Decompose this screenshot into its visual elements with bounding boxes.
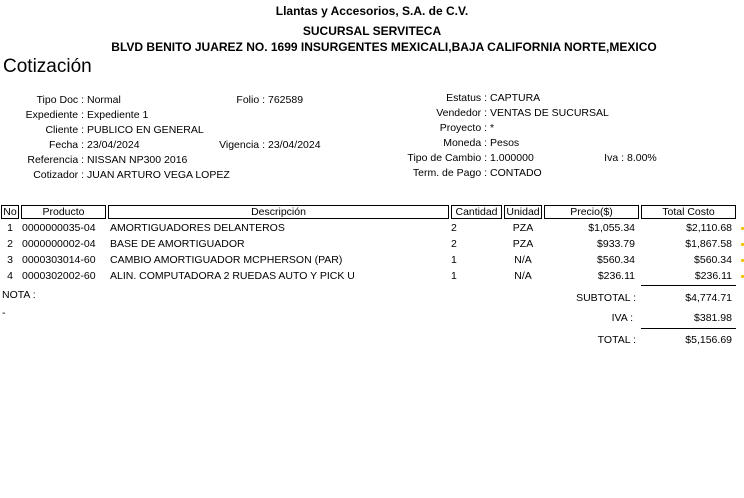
term-pago-value: CONTADO bbox=[490, 167, 542, 179]
cliente-label: Cliente : bbox=[45, 124, 84, 136]
row-precio: $1,055.34 bbox=[588, 222, 635, 234]
fecha-label: Fecha : bbox=[48, 139, 84, 151]
row-producto: 0000000035-04 bbox=[22, 222, 96, 234]
cotizador-label: Cotizador : bbox=[33, 169, 84, 181]
row-producto: 0000302002-60 bbox=[22, 270, 96, 282]
estatus-label: Estatus : bbox=[446, 92, 487, 104]
vigencia-value: 23/04/2024 bbox=[268, 139, 321, 151]
vendedor-label: Vendedor : bbox=[436, 107, 487, 119]
folio-value: 762589 bbox=[268, 94, 304, 106]
nota-value: - bbox=[2, 307, 6, 319]
vigencia-label: Vigencia : bbox=[219, 139, 265, 151]
tipo-cambio-value: 1.000000 bbox=[490, 152, 534, 164]
iva-total-value: $381.98 bbox=[694, 312, 732, 324]
row-cantidad: 2 bbox=[451, 222, 457, 234]
col-header-descripcion: Descripción bbox=[108, 205, 449, 219]
cliente-value: PUBLICO EN GENERAL bbox=[87, 124, 204, 136]
tipo-doc-value: Normal bbox=[87, 94, 121, 106]
iva-rate-value: 8.00% bbox=[627, 152, 657, 164]
company-name: Llantas y Accesorios, S.A. de C.V. bbox=[275, 4, 469, 18]
row-no: 2 bbox=[7, 238, 13, 250]
branch-name: SUCURSAL SERVITECA bbox=[302, 24, 442, 38]
row-precio: $236.11 bbox=[597, 270, 635, 282]
col-header-total: Total Costo bbox=[641, 205, 736, 219]
row-total: $1,867.58 bbox=[685, 238, 732, 250]
col-header-cantidad: Cantidad bbox=[451, 205, 502, 219]
total-label: TOTAL : bbox=[597, 334, 636, 346]
proyecto-value: * bbox=[490, 122, 495, 134]
row-producto: 0000000002-04 bbox=[22, 238, 96, 250]
branch-address: BLVD BENITO JUAREZ NO. 1699 INSURGENTES MEXICALI,BAJA CALIFORNIA NORTE,MEXICO bbox=[111, 40, 657, 54]
vendedor-value: VENTAS DE SUCURSAL bbox=[490, 107, 609, 119]
iva-total-label: IVA : bbox=[611, 312, 633, 324]
iva-rate-label: Iva : bbox=[604, 152, 624, 164]
col-header-precio: Precio($) bbox=[544, 205, 639, 219]
expediente-label: Expediente : bbox=[25, 109, 84, 121]
row-unidad: N/A bbox=[514, 254, 532, 266]
moneda-value: Pesos bbox=[490, 137, 520, 149]
fecha-value: 23/04/2024 bbox=[87, 139, 140, 151]
row-no: 1 bbox=[7, 222, 13, 234]
row-no: 4 bbox=[7, 270, 13, 282]
col-header-producto: Producto bbox=[21, 205, 106, 219]
total-divider bbox=[641, 328, 736, 329]
row-producto: 0000303014-60 bbox=[22, 254, 96, 266]
estatus-value: CAPTURA bbox=[490, 92, 541, 104]
col-header-no: No bbox=[1, 205, 19, 219]
row-descripcion: ALIN. COMPUTADORA 2 RUEDAS AUTO Y PICK U bbox=[110, 270, 355, 282]
row-unidad: PZA bbox=[512, 222, 534, 234]
row-precio: $933.79 bbox=[597, 238, 635, 250]
row-descripcion: AMORTIGUADORES DELANTEROS bbox=[110, 222, 285, 234]
total-value: $5,156.69 bbox=[685, 334, 732, 346]
row-total: $236.11 bbox=[694, 270, 732, 282]
referencia-value: NISSAN NP300 2016 bbox=[87, 154, 188, 166]
nota-label: NOTA : bbox=[2, 289, 36, 301]
subtotal-value: $4,774.71 bbox=[685, 292, 732, 304]
referencia-label: Referencia : bbox=[27, 154, 84, 166]
subtotal-label: SUBTOTAL : bbox=[576, 292, 636, 304]
col-header-unidad: Unidad bbox=[504, 205, 542, 219]
row-precio: $560.34 bbox=[597, 254, 635, 266]
cotizador-value: JUAN ARTURO VEGA LOPEZ bbox=[87, 169, 230, 181]
page-title: Cotización bbox=[3, 56, 92, 77]
subtotal-divider bbox=[641, 285, 736, 286]
row-unidad: PZA bbox=[512, 238, 534, 250]
term-pago-label: Term. de Pago : bbox=[412, 167, 487, 179]
row-cantidad: 2 bbox=[451, 238, 457, 250]
row-total: $560.34 bbox=[694, 254, 732, 266]
row-cantidad: 1 bbox=[451, 254, 457, 266]
row-no: 3 bbox=[7, 254, 13, 266]
expediente-value: Expediente 1 bbox=[87, 109, 149, 121]
tipo-doc-label: Tipo Doc : bbox=[36, 94, 84, 106]
row-total: $2,110.68 bbox=[686, 222, 732, 234]
row-descripcion: CAMBIO AMORTIGUADOR MCPHERSON (PAR) bbox=[110, 254, 343, 266]
folio-label: Folio : bbox=[236, 94, 265, 106]
row-cantidad: 1 bbox=[451, 270, 457, 282]
moneda-label: Moneda : bbox=[443, 137, 487, 149]
row-descripcion: BASE DE AMORTIGUADOR bbox=[110, 238, 245, 250]
row-unidad: N/A bbox=[514, 270, 532, 282]
proyecto-label: Proyecto : bbox=[439, 122, 487, 134]
tipo-cambio-label: Tipo de Cambio : bbox=[407, 152, 487, 164]
